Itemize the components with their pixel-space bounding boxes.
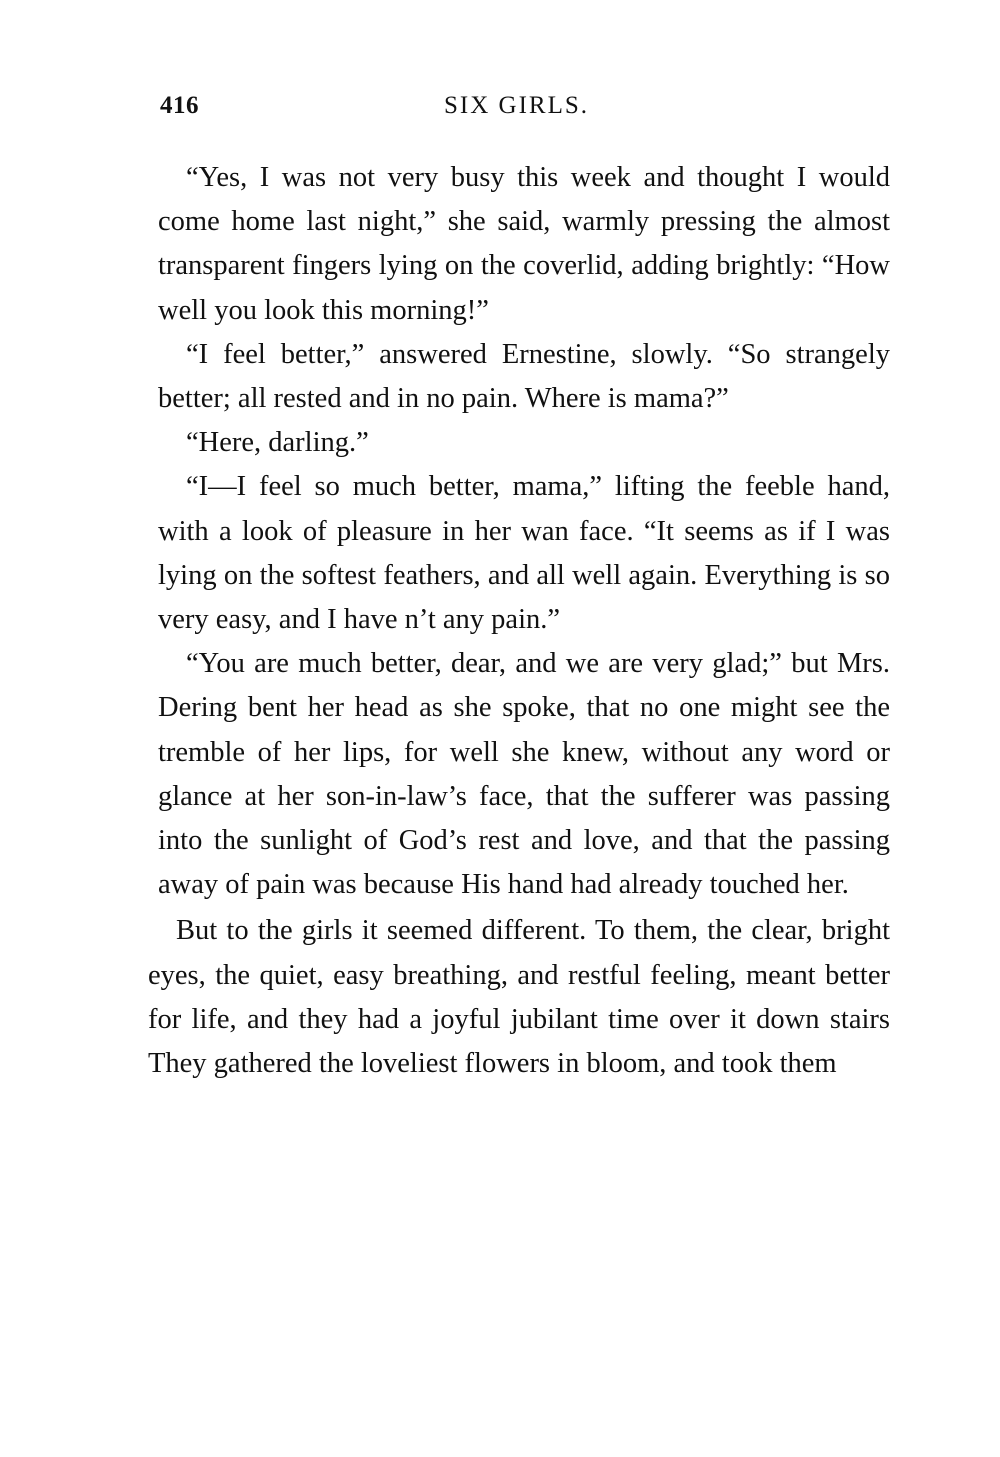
paragraph: “Here, darling.” (186, 427, 369, 459)
page-number: 416 (160, 92, 199, 119)
running-title: SIX GIRLS. (444, 92, 590, 119)
paragraph: But to the girls it seemed different. To them, the clear, bright eyes, the quiet, easy breathing, and restful feeling, meant better for life, and they had a joyful jubilant time over it down stairs They gathered the loveliest flowers in bloom, and took them (148, 915, 890, 1080)
body-text (148, 156, 890, 1086)
page-header (160, 92, 890, 126)
paragraph: “I—I feel so much better, mama,” lifting the feeble hand, with a look of pleasure in her wan face. “It seems as if I was lying on the softest feathers, and all well again. Everything is so very easy, and I have n’t any pain.” (158, 471, 890, 636)
paragraph: “Yes, I was not very busy this week and thought I would come home last night,” she said, warmly pressing the almost transparent fingers lying on the coverlid, adding brightly: “How well you look this morning!” (158, 162, 890, 326)
paragraph: “You are much better, dear, and we are very glad;” but Mrs. Dering bent her head as she spoke, that no one might see the tremble of her lips, for well she knew, without any word or glance at her son-in-law’s face, that the sufferer was passing into the sunlight of God’s rest and love, and that the passing away of pain was because His hand had already touched her. (158, 648, 890, 901)
paragraph: “I feel better,” answered Ernestine, slowly. “So strangely better; all rested and in no pain. Where is mama?” (158, 338, 890, 415)
